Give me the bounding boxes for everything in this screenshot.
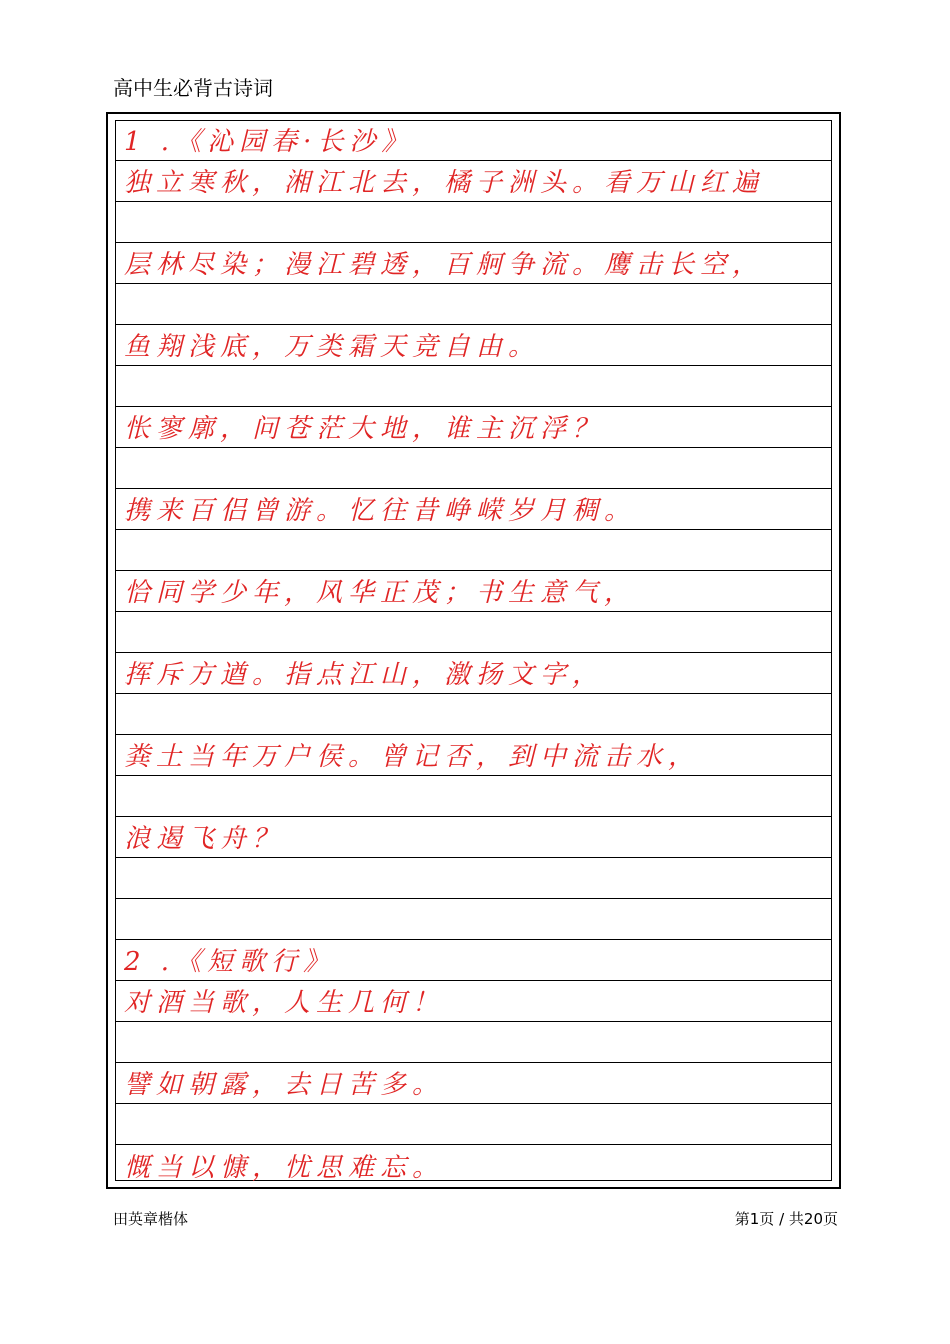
line-text: 层林尽染；漫江碧透，百舸争流。鹰击长空， <box>124 250 765 280</box>
page-title: 高中生必背古诗词 <box>113 76 273 100</box>
line-text: 1 .《沁园春·长沙》 <box>124 127 414 157</box>
ruled-line <box>116 736 831 776</box>
ruled-line <box>116 613 831 653</box>
ruled-line <box>116 1023 831 1063</box>
ruled-line <box>116 1105 831 1145</box>
page-number: 第1页 / 共20页 <box>734 1210 838 1228</box>
line-text: 携来百侣曾游。忆往昔峥嵘岁月稠。 <box>124 496 637 526</box>
line-text: 怅寥廓，问苍茫大地，谁主沉浮？ <box>124 414 605 444</box>
ruled-lines <box>115 120 832 1181</box>
ruled-line <box>116 244 831 284</box>
ruled-line <box>116 982 831 1022</box>
ruled-line <box>116 900 831 940</box>
ruled-line <box>116 859 831 899</box>
ruled-line <box>116 326 831 366</box>
ruled-line <box>116 285 831 325</box>
ruled-line <box>116 695 831 735</box>
ruled-line <box>116 203 831 243</box>
line-text: 浪遏飞舟？ <box>124 824 285 854</box>
ruled-line <box>116 941 831 981</box>
line-text: 慨当以慷，忧思难忘。 <box>124 1153 445 1183</box>
line-text: 2 .《短歌行》 <box>124 947 336 977</box>
line-text: 恰同学少年，风华正茂；书生意气， <box>124 578 637 608</box>
line-text: 独立寒秋，湘江北去，橘子洲头。看万山红遍 <box>124 168 765 198</box>
ruled-line <box>116 654 831 694</box>
line-text: 鱼翔浅底，万类霜天竞自由。 <box>124 332 541 362</box>
ruled-line <box>116 1064 831 1104</box>
ruled-line <box>116 531 831 571</box>
ruled-line <box>116 1146 831 1186</box>
ruled-line <box>116 449 831 489</box>
line-text: 譬如朝露，去日苦多。 <box>124 1070 445 1100</box>
font-name: 田英章楷体 <box>113 1210 189 1228</box>
ruled-line <box>116 818 831 858</box>
line-text: 粪土当年万户侯。曾记否，到中流击水， <box>124 742 701 772</box>
ruled-line <box>116 367 831 407</box>
ruled-line <box>116 572 831 612</box>
ruled-line <box>116 408 831 448</box>
line-text: 挥斥方遒。指点江山，激扬文字， <box>124 660 605 690</box>
writing-sheet <box>106 112 841 1189</box>
ruled-line <box>116 490 831 530</box>
line-text: 对酒当歌，人生几何！ <box>124 988 445 1018</box>
ruled-line <box>116 777 831 817</box>
ruled-line <box>116 121 831 161</box>
ruled-line <box>116 162 831 202</box>
